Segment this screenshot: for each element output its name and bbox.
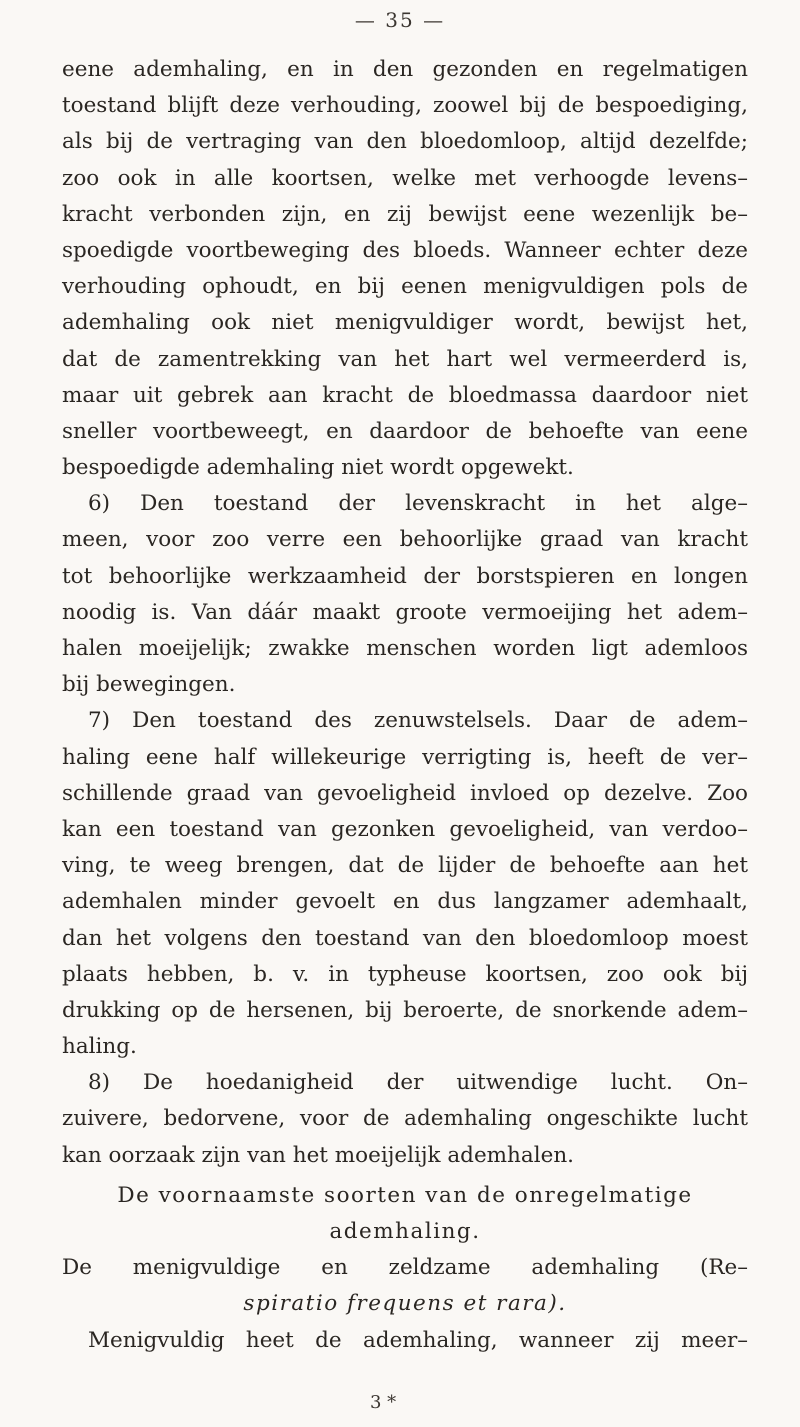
text-line: ademhalen minder gevoelt en dus langzamer ademhaalt, <box>62 889 748 915</box>
section-heading: De voornaamste soorten van de onregelmatige <box>117 1182 693 1208</box>
text-line: zuivere, bedorvene, voor de ademhaling ongeschikte lucht <box>62 1106 748 1132</box>
text-line: schillende graad van gevoeligheid invloed op dezelve. Zoo <box>62 780 748 806</box>
text-line: kan oorzaak zijn van het moeijelijk ademhalen. <box>62 1142 575 1168</box>
text-line: dat de zamentrekking van het hart wel vermeerderd is, <box>62 346 748 372</box>
text-line: eene ademhaling, en in den gezonden en regelmatigen <box>62 57 748 82</box>
text-line: zoo ook in alle koortsen, welke met verhoogde levens– <box>62 165 748 191</box>
section-6-line: 6) Den toestand der levenskracht in het alge– <box>88 491 748 517</box>
text-line: bespoedigde ademhaling niet wordt opgewekt. <box>62 455 574 481</box>
body-text <box>62 52 748 1359</box>
text-line: dan het volgens den toestand van den bloedomloop moest <box>62 925 748 951</box>
text-line: maar uit gebrek aan kracht de bloedmassa daardoor niet <box>62 382 748 408</box>
section-7-line: 7) Den toestand des zenuwstelsels. Daar de adem– <box>88 708 748 734</box>
text-line: kan een toestand van gezonken gevoeligheid, van verdoo– <box>62 816 748 842</box>
text-line: tot behoorlijke werkzaamheid der borstspieren en longen <box>62 563 748 589</box>
text-line: ademhaling ook niet menigvuldiger wordt, bewijst het, <box>62 310 748 336</box>
section-heading: ademhaling. <box>329 1219 481 1244</box>
text-line: ving, te weeg brengen, dat de lijder de behoefte aan het <box>62 853 748 879</box>
subheading: De menigvuldige en zeldzame ademhaling (Re– <box>62 1255 748 1281</box>
text-line: haling eene half willekeurige verrigting is, heeft de ver– <box>62 744 748 770</box>
text-line: verhouding ophoudt, en bij eenen menigvuldigen pols de <box>62 274 748 300</box>
text-line: toestand blijft deze verhouding, zoowel bij de bespoediging, <box>62 93 748 119</box>
text-line: kracht verbonden zijn, en zij bewijst eene wezenlijk be– <box>62 201 748 227</box>
section-8-line: 8) De hoedanigheid der uitwendige lucht. On– <box>88 1070 748 1096</box>
text-line: meen, voor zoo verre een behoorlijke graad van kracht <box>62 527 748 553</box>
text-line: haling. <box>62 1034 137 1060</box>
text-line: bij bewegingen. <box>62 672 236 698</box>
text-line: als bij de vertraging van den bloedomloop, altijd dezelfde; <box>62 129 748 155</box>
text-line: halen moeijelijk; zwakke menschen worden ligt ademloos <box>62 636 748 661</box>
text-line: spoedigde voortbeweging des bloeds. Wanneer echter deze <box>62 237 748 263</box>
text-line: plaats hebben, b. v. in typheuse koortsen, zoo ook bij <box>62 961 748 987</box>
subheading-latin: spiratio frequens et rara). <box>243 1291 567 1317</box>
signature-mark: 3 * <box>370 1392 397 1413</box>
text-line: drukking op de hersenen, bij beroerte, de snorkende adem– <box>62 997 748 1023</box>
text-line: noodig is. Van dáár maakt groote vermoeijing het adem– <box>62 599 748 625</box>
text-line: Menigvuldig heet de ademhaling, wanneer zij meer– <box>88 1327 748 1353</box>
page-number: — 35 — <box>354 8 446 32</box>
text-line: sneller voortbeweegt, en daardoor de behoefte van eene <box>62 418 748 444</box>
